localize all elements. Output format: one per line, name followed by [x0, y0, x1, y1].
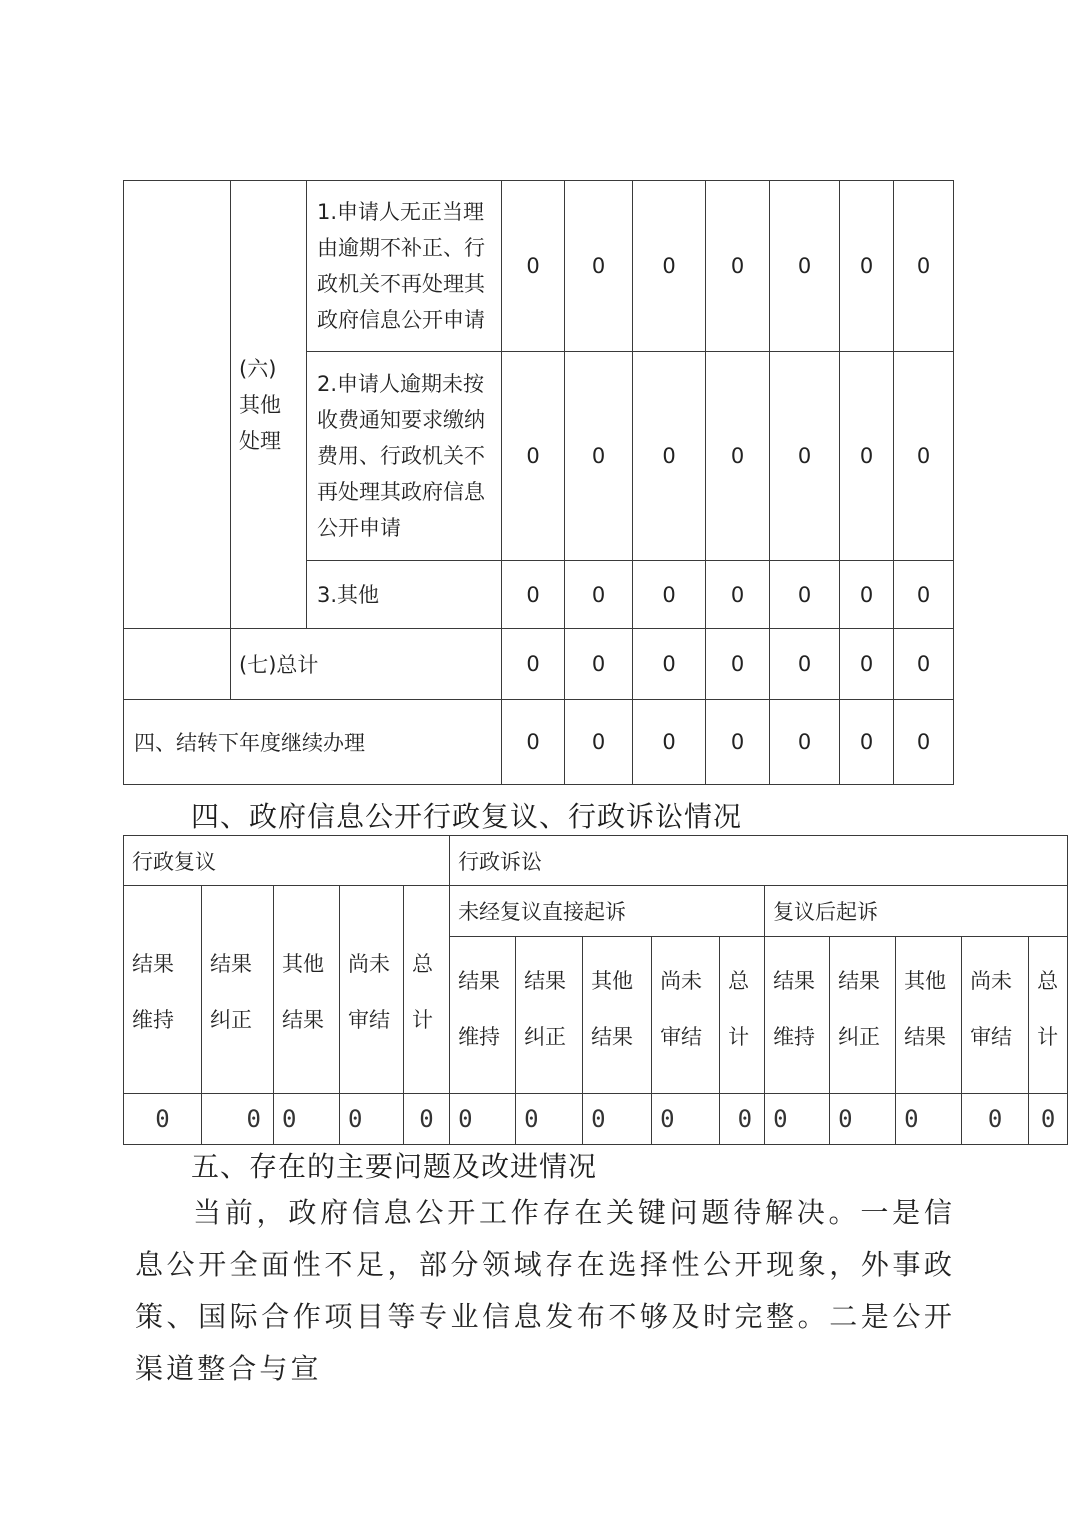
value-cell: 0 [706, 181, 770, 352]
value-cell: 0 [962, 1094, 1029, 1145]
value-cell: 0 [770, 561, 840, 629]
value-cell: 0 [840, 629, 894, 700]
after-col-header: 结果 维持 [765, 937, 830, 1094]
value-cell: 0 [565, 561, 633, 629]
value-cell: 0 [274, 1094, 340, 1145]
direct-col-header: 其他 结果 [583, 937, 652, 1094]
value-cell: 0 [770, 700, 840, 785]
value-cell: 0 [502, 181, 565, 352]
table-row [124, 181, 954, 352]
value-cell: 0 [894, 181, 954, 352]
review-col-header: 总 计 [404, 886, 450, 1094]
direct-col-header: 尚未 审结 [652, 937, 720, 1094]
value-cell: 0 [894, 700, 954, 785]
value-cell: 0 [894, 561, 954, 629]
review-litigation-table [123, 835, 1068, 1145]
value-cell: 0 [565, 181, 633, 352]
value-cell: 0 [633, 181, 706, 352]
litigation-header: 行政诉讼 [450, 836, 1068, 886]
after-col-header: 尚未 审结 [962, 937, 1029, 1094]
value-cell: 0 [202, 1094, 274, 1145]
row-label: 1.申请人无正当理由逾期不补正、行政机关不再处理其政府信息公开申请 [307, 181, 502, 352]
after-col-header: 结果 纠正 [830, 937, 896, 1094]
value-cell: 0 [633, 700, 706, 785]
section-5-heading: 五、存在的主要问题及改进情况 [191, 1150, 598, 1183]
value-cell: 0 [633, 352, 706, 561]
value-cell: 0 [706, 352, 770, 561]
value-cell: 0 [706, 629, 770, 700]
value-cell: 0 [840, 700, 894, 785]
value-cell: 0 [516, 1094, 583, 1145]
direct-suit-header: 未经复议直接起诉 [450, 886, 765, 937]
value-cell: 0 [502, 629, 565, 700]
direct-col-header: 结果 纠正 [516, 937, 583, 1094]
disposition-table [123, 180, 954, 785]
review-col-header: 结果 纠正 [202, 886, 274, 1094]
value-cell: 0 [502, 561, 565, 629]
total-row [124, 629, 954, 700]
value-cell: 0 [840, 352, 894, 561]
value-cell: 0 [340, 1094, 404, 1145]
carryover-label: 四、结转下年度继续办理 [124, 700, 502, 785]
value-cell: 0 [894, 629, 954, 700]
value-cell: 0 [124, 1094, 202, 1145]
value-cell: 0 [565, 352, 633, 561]
row-label: 2.申请人逾期未按收费通知要求缴纳费用、行政机关不再处理其政府信息公开申请 [307, 352, 502, 561]
value-cell: 0 [706, 700, 770, 785]
value-cell: 0 [720, 1094, 765, 1145]
after-col-header: 总 计 [1029, 937, 1068, 1094]
direct-col-header: 结果 维持 [450, 937, 516, 1094]
value-cell: 0 [840, 181, 894, 352]
value-cell: 0 [840, 561, 894, 629]
review-col-header: 结果 维持 [124, 886, 202, 1094]
value-cell: 0 [770, 181, 840, 352]
value-cell: 0 [770, 352, 840, 561]
value-cell: 0 [830, 1094, 896, 1145]
value-cell: 0 [404, 1094, 450, 1145]
value-cell: 0 [633, 629, 706, 700]
value-cell: 0 [894, 352, 954, 561]
section-4-heading: 四、政府信息公开行政复议、行政诉讼情况 [191, 800, 743, 833]
review-col-header: 尚未 审结 [340, 886, 404, 1094]
direct-col-header: 总 计 [720, 937, 765, 1094]
value-cell: 0 [502, 352, 565, 561]
row-label: 3.其他 [307, 561, 502, 629]
category-cell [231, 181, 307, 629]
total-label: (七)总计 [231, 629, 502, 700]
value-cell: 0 [450, 1094, 516, 1145]
header-row [124, 836, 1068, 886]
category-label: (六) 其他 处理 [239, 356, 281, 453]
values-row [124, 1094, 1068, 1145]
value-cell: 0 [633, 561, 706, 629]
blank-cell [124, 181, 231, 629]
value-cell: 0 [502, 700, 565, 785]
after-col-header: 其他 结果 [896, 937, 962, 1094]
value-cell: 0 [565, 700, 633, 785]
review-header: 行政复议 [124, 836, 450, 886]
review-col-header: 其他 结果 [274, 886, 340, 1094]
value-cell: 0 [765, 1094, 830, 1145]
value-cell: 0 [583, 1094, 652, 1145]
value-cell: 0 [896, 1094, 962, 1145]
value-cell: 0 [706, 561, 770, 629]
value-cell: 0 [770, 629, 840, 700]
value-cell: 0 [565, 629, 633, 700]
value-cell: 0 [1029, 1094, 1068, 1145]
carryover-row [124, 700, 954, 785]
subheader-row [124, 886, 1068, 937]
body-paragraph: 当前，政府信息公开工作存在关键问题待解决。一是信息公开全面性不足，部分领域存在选择性公开现象，外事政策、国际合作项目等专业信息发布不够及时完整。二是公开渠道整合与宣 [135, 1196, 955, 1385]
blank-cell [124, 629, 231, 700]
value-cell: 0 [652, 1094, 720, 1145]
after-review-suit-header: 复议后起诉 [765, 886, 1068, 937]
